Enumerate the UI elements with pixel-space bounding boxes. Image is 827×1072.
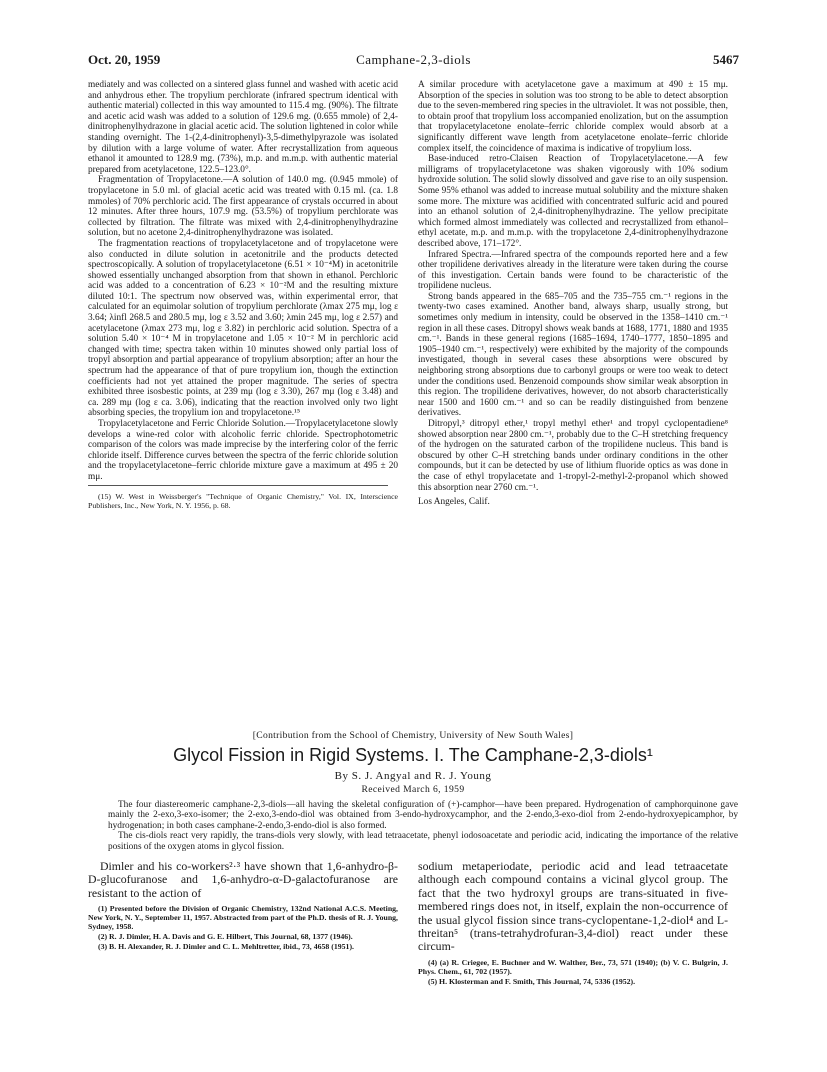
footnote: (5) H. Klosterman and F. Smith, This Journal, 74, 5336 (1952).	[428, 976, 636, 986]
footnotes-left	[88, 904, 398, 951]
footnote: (1) Presented before the Division of Organic Chemistry, 132nd National A.C.S. Meeting, New York, N. Y., September 11, 1957. Abstracted from part of the Ph.D. thesis of R. J. Young, Sydney, 1958.	[88, 904, 398, 932]
footnote-rule	[88, 485, 388, 486]
body-right-column	[418, 860, 728, 987]
location: Los Angeles, Calif.	[418, 497, 490, 508]
byline: By S. J. Angyal and R. J. Young	[334, 770, 492, 782]
abstract	[108, 800, 738, 852]
footnote: (2) R. J. Dimler, H. A. Davis and G. E. Hilbert, This Journal, 68, 1377 (1946).	[98, 932, 353, 942]
left-column	[88, 80, 398, 696]
paragraph: mediately and was collected on a sintered glass funnel and washed with acetic acid and anhydrous ether. The tropylium perchlorate (infrared spectrum identical with authentic material) collected in this way amounted to 115.4 mg. (90%). The filtrate and acetic acid wash was added to a solution of 129.6 mg. (0.655 mmole) of 2,4-dinitrophenylhydrazone in glacial acetic acid. The solution lightened in color while standing overnight. The 1-(2,4-dinitrophenyl)-3,5-dimethylpyrazole was isolated by dilution with a large volume of water. After recrystallization from aqueous ethanol it amounted to 128.9 mg. (73%), m.p. and m.m.p. with authentic material prepared from acetylacetone, 122.5–123.0°.	[88, 80, 398, 175]
abstract-paragraph: The four diastereomeric camphane-2,3-diols—all having the skeletal configuration of (+)-camphor—have been prepared. Hydrogenation of camphorquinone gave mainly the 2-exo,3-exo-isomer; the 2-exo,3-endo-diol was obtained from 3-endo-hydroxycamphor, and the 2-endo,3-exo-diol from 2-endo-hydroxyepicamphor, by hydrogenation; in both cases camphane-2-endo,3-endo-diol is also formed.	[108, 800, 738, 831]
body-paragraph: Dimler and his co-workers²·³ have shown that 1,6-anhydro-β-D-glucofuranose and 1,6-anhydro-α-D-galactofuranose are resistant to the action of	[88, 859, 398, 900]
received-date: Received March 6, 1959	[361, 784, 465, 795]
right-column	[418, 80, 728, 696]
header-running-title: Camphane-2,3-diols	[356, 52, 471, 67]
footnote: (3) B. H. Alexander, R. J. Dimler and C. L. Mehltretter, ibid., 73, 4658 (1951).	[98, 942, 354, 952]
abstract-paragraph: The cis-diols react very rapidly, the trans-diols very slowly, with lead tetraacetate, phenyl iodosoacetate and periodic acid, indicating the importance of the relative positions of the oxygen atoms in glycol fission.	[108, 831, 738, 852]
body-left-column	[88, 860, 398, 952]
footnote: (15) W. West in Weissberger's "Technique of Organic Chemistry," Vol. IX, Interscience Publishers, Inc., New York, N. Y. 1956, p. 68.	[88, 491, 398, 510]
paragraph: Fragmentation of Tropylacetone.—A solution of 140.0 mg. (0.945 mmole) of tropylacetone in 5.0 ml. of glacial acetic acid was treated with 0.15 ml. (ca. 1.8 mmoles) of 70% perchloric acid. The first appearance of crystals occurred in about 12 minutes. After three hours, 107.9 mg. (53.5%) of tropylium perchlorate was collected by filtration. The filtrate was mixed with 2,4-dinitrophenylhydrazine solution, but no acetone 2,4-dinitrophenylhydrazone was isolated.	[88, 175, 398, 239]
paragraph: Tropylacetylacetone and Ferric Chloride Solution.—Tropylacetylacetone slowly develops a wine-red color with alcoholic ferric chloride. Spectrophotometric comparison of the colors was made imprecise by the interfering color of the ferric chloride itself. Difference curves between the spectra of the ferric chloride solution and the tropylacetylacetone–ferric chloride mixture gave a maximum at 495 ± 20 mμ.	[88, 419, 398, 482]
paragraph: The fragmentation reactions of tropylacetylacetone and of tropylacetone were also conducted in dilute solution in acetonitrile and the products detected spectroscopically. A solution of tropylacetylacetone (6.51 × 10⁻⁴M) in acetonitrile showed essentially unchanged absorption from that shown in ethanol. Perchloric acid was added to a concentration of 6.23 × 10⁻²M and the resulting mixture diluted 10:1. The spectrum now observed was, within experimental error, that calculated for an equimolar solution of tropylium perchlorate (λmax 275 mμ, log ε 3.64; λinfl 268.5 and 280.5 mμ, log ε 3.52 and 3.60; λmin 245 mμ, log ε 2.57) and acetylacetone (λmax 273 mμ, log ε 3.82) in perchloric acid solution. Spectra of a solution 5.40 × 10⁻⁴ M in tropylacetone and 1.05 × 10⁻² M in perchloric acid changed with time; spectra taken within 10 minutes showed only partial loss of tropyl absorption and partial appearance of tropylium absorption; after an hour the spectrum had the appearance of that of pure tropylium ion, though the extinction coefficients had not yet attained the proper magnitude. The series of spectra exhibited three isosbestic points, at 239 mμ (log ε 3.30), 267 mμ (log ε 3.48) and ca. 289 mμ (log ε ca. 3.06), indicating that the reaction involved only two light absorbing species, the tropylium ion and tropylacetone.¹⁵	[88, 238, 398, 419]
paragraph: Base-induced retro-Claisen Reaction of Tropylacetylacetone.—A few milligrams of tropylacetylacetone was shaken vigorously with 10% sodium hydroxide solution. The solid slowly dissolved and gave rise to an oily suspension. Some 95% ethanol was added to increase mutual solubility and the mixture shaken some more. The mixture was acidified with concentrated sulfuric acid and poured into an ethanol solution of 2,4-dinitrophenylhydrazine. The yellow precipitate which formed almost immediately was collected and recrystallized from ethanol–ethyl acetate, m.p. and m.m.p. with the tropylacetone 2,4-dinitrophenylhydrazone described above, 171–172°.	[418, 154, 728, 249]
paragraph: Strong bands appeared in the 685–705 and the 735–755 cm.⁻¹ regions in the twenty-two cases examined. Another band, always sharp, usually strong, but sometimes only medium in intensity, could be observed in the 1358–1410 cm.⁻¹ region in all these cases. Ditropyl shows weak bands at 1688, 1771, 1880 and 1935 cm.⁻¹. Bands in these general regions (1685–1694, 1740–1777, 1850–1895 and 1905–1940 cm.⁻¹, respectively) were exhibited by the majority of the compounds investigated, though in several cases these absorptions were obscured by neighboring strong absorptions due to carbonyl groups or were too weak to detect under the conditions used. Benzenoid compounds show similar weak absorption in this region. The tropilidene derivatives, however, do not absorb characteristically near 1500 and 1600 cm.⁻¹ and so can be readily distinguished from benzene derivatives.	[418, 291, 728, 419]
header-page-number: 5467	[713, 52, 739, 67]
header-date: Oct. 20, 1959	[88, 52, 161, 67]
paragraph: Ditropyl,³ ditropyl ether,¹ tropyl methyl ether¹ and tropyl cyclopentadiene⁸ showed absorption near 2800 cm.⁻¹, probably due to the C–H stretching frequency of the hydrogen on the saturated carbon of the tropilidene nucleus. This band is obscured by other C–H stretching bands under ordinary conditions in the other compounds, but it can be detected by use of lithium fluoride optics as was done in the case of ethyl tropylacetate and 1-tropyl-2-methyl-2-propanol which showed this absorption near 2760 cm.⁻¹.	[418, 419, 728, 493]
body-paragraph: sodium metaperiodate, periodic acid and lead tetraacetate although each compound contains a vicinal glycol group. The fact that the two hydroxyl groups are trans-situated in five-membered rings does not, in itself, explain the non-occurrence of the usual glycol fission since trans-cyclopentane-1,2-diol⁴ and L-threitan⁵ (trans-tetrahydrofuran-3,4-diol) react under these circum-	[418, 859, 728, 954]
footnote: (4) (a) R. Criegee, E. Buchner and W. Walther, Ber., 73, 571 (1940); (b) V. C. Bulgrin, J. Phys. Chem., 61, 702 (1957).	[418, 957, 728, 976]
contribution-line: [Contribution from the School of Chemistry, University of New South Wales]	[252, 730, 574, 741]
page-header	[88, 52, 739, 72]
article-title: Glycol Fission in Rigid Systems. I. The Camphane-2,3-diols¹	[173, 745, 653, 765]
footnotes-right	[418, 958, 728, 986]
paragraph: Infrared Spectra.—Infrared spectra of the compounds reported here and a few other tropilidene derivatives already in the literature were taken during the course of this investigation. Certain bands were found to be characteristic of the tropilidene nucleus.	[418, 249, 728, 292]
paragraph: A similar procedure with acetylacetone gave a maximum at 490 ± 15 mμ. Absorption of the species in solution was too strong to be able to detect absorption due to the seven-membered ring species in the ultraviolet. It was not possible, then, to obtain proof that tropylium loss accompanied enolization, but on the assumption that tropylacetylacetone enolate–ferric chloride complex would absorb at a significantly different wave length from acetylacetone enolate–ferric chloride complex itself, the coincidence of maxima is indicative of tropylium loss.	[418, 80, 728, 154]
